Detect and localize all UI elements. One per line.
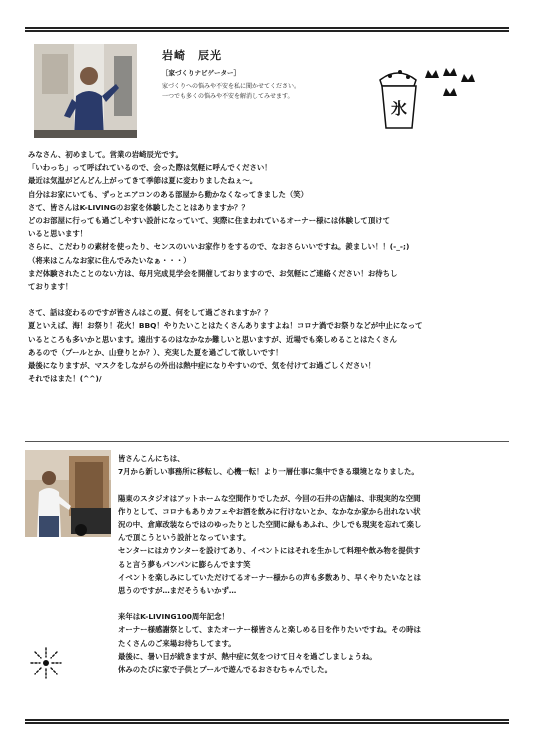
text-line: 来年はK-LIVING100周年記念！ <box>118 612 229 622</box>
staff-role: ［家づくりナビゲーター］ <box>162 69 240 77</box>
shaved-ice-illustration <box>360 60 480 140</box>
text-line: それではまた！(^^)/ <box>28 374 102 384</box>
text-line: 最近は気温がどんどん上がってきて季節は夏に変わりましたねぇ～。 <box>28 176 258 186</box>
staff-intro: 家づくりへの悩みや不安を私に聞かせてください。 一つでも多くの悩みや不安を解消してみせます。 <box>162 83 301 100</box>
greeting-text <box>28 148 510 385</box>
text-line: まだ体験されたことのない方は、毎月完成見学会を開催しておりますので、お気軽にご連絡ください！お待ちし <box>28 268 398 278</box>
text-line <box>118 597 510 610</box>
text-line: 最後になりますが、マスクをしながらの外出は熱中症になりやすいので、気を付けてお過ごしください！ <box>28 361 376 370</box>
office-move-text <box>118 452 510 676</box>
text-line: あるので（プールとか、山登りとか？）、充実した夏を過ごして欲しいです！ <box>28 347 283 357</box>
text-line: さらに、こだわりの素材を使ったり、センスのいいお家作りをするので、なおさらいいですね。羨ましい！！(-_-;) <box>28 242 410 252</box>
text-line: 自分はお家にいても、ずっとエアコンのある部屋から動かなくなってきました（笑） <box>28 189 309 199</box>
text-line <box>28 293 510 306</box>
text-line: いると思います！ <box>28 229 88 239</box>
office-photo <box>25 450 111 537</box>
text-line: 夏といえば、海！お祭り！花火！BBQ！やりたいことはたくさんありますよね！コロナ渦でお祭りなどが中止になって <box>28 321 423 331</box>
text-line: ております！ <box>28 281 73 291</box>
text-line: イベントを楽しみにしていただけてるオーナー様からの声も多数あり、早くやりたいなとは <box>118 572 422 582</box>
bottom-rule <box>25 719 509 724</box>
text-line: 皆さんこんにちは、 <box>118 454 185 463</box>
top-rule <box>25 27 509 32</box>
text-line: （将来はこんなお家に住んでみたいなぁ・・・） <box>28 255 191 265</box>
text-line: センターにはカウンターを設けてあり、イベントにはそれを生かして料理や飲み物を提供す <box>118 546 421 556</box>
text-line: 休みのたびに家で子供とプールで遊んでるおさむちゃんでした。 <box>118 665 332 674</box>
text-line: んで頂こうという設計となっています。 <box>118 533 251 543</box>
text-line: ると言う夢もパンパンに膨らんでます笑 <box>118 559 251 569</box>
section-divider <box>25 441 509 442</box>
text-line: さて、皆さんはK-LIVINGのお家を体験したことはありますか？？ <box>28 202 249 212</box>
text-line: 陽東のスタジオはアットホームな空間作りでしたが、今回の石井の店舗は、非現実的な空間 <box>118 493 421 503</box>
firework-icon <box>29 646 63 680</box>
text-line: たくさんのご来場お待ちしてます。 <box>118 638 236 648</box>
text-line <box>118 478 510 491</box>
text-line: いるところも多いかと思います。遠出するのはなかなか難しいと思いますが、近場でも楽しめることはたくさん <box>28 334 397 344</box>
svg-text:氷: 氷 <box>390 99 408 118</box>
text-line: さて、話は変わるのですが皆さんはこの夏、何をして過ごされますか？？ <box>28 308 272 318</box>
text-line: 7月から新しい事務所に移転し、心機一転！より一層仕事に集中できる環境となりました。 <box>118 467 419 477</box>
text-line: オーナー様感謝祭として、またオーナー様皆さんと楽しめる日を作りたいですね。その時は <box>118 625 421 635</box>
text-line: 最後に、暑い日が続きますが、熱中症に気をつけて日々を過ごしましょうね。 <box>118 651 377 661</box>
text-line: 況の中、倉庫改装ならではのゆったりとした空間に緑もあふれ、少しでも現実を忘れて楽し <box>118 519 422 529</box>
text-line: みなさん、初めまして。営業の岩崎辰光です。 <box>28 150 183 159</box>
staff-profile <box>162 47 300 102</box>
text-line: 作りとして、コロナもありカフェやお酒を飲みに行けないとか、なかなか家から出れない状 <box>118 506 421 516</box>
text-line: 「いわっち」って呼ばれているので、会った際は気軽に呼んでください！ <box>28 163 272 173</box>
text-line: 思うのですが…まだそうもいかず… <box>118 585 237 595</box>
staff-name: 岩崎 辰光 <box>162 49 222 62</box>
text-line: どのお部屋に行っても過ごしやすい設計になっていて、実際に住まわれているオーナー様には体験して頂けて <box>28 215 390 225</box>
staff-photo <box>34 44 137 138</box>
